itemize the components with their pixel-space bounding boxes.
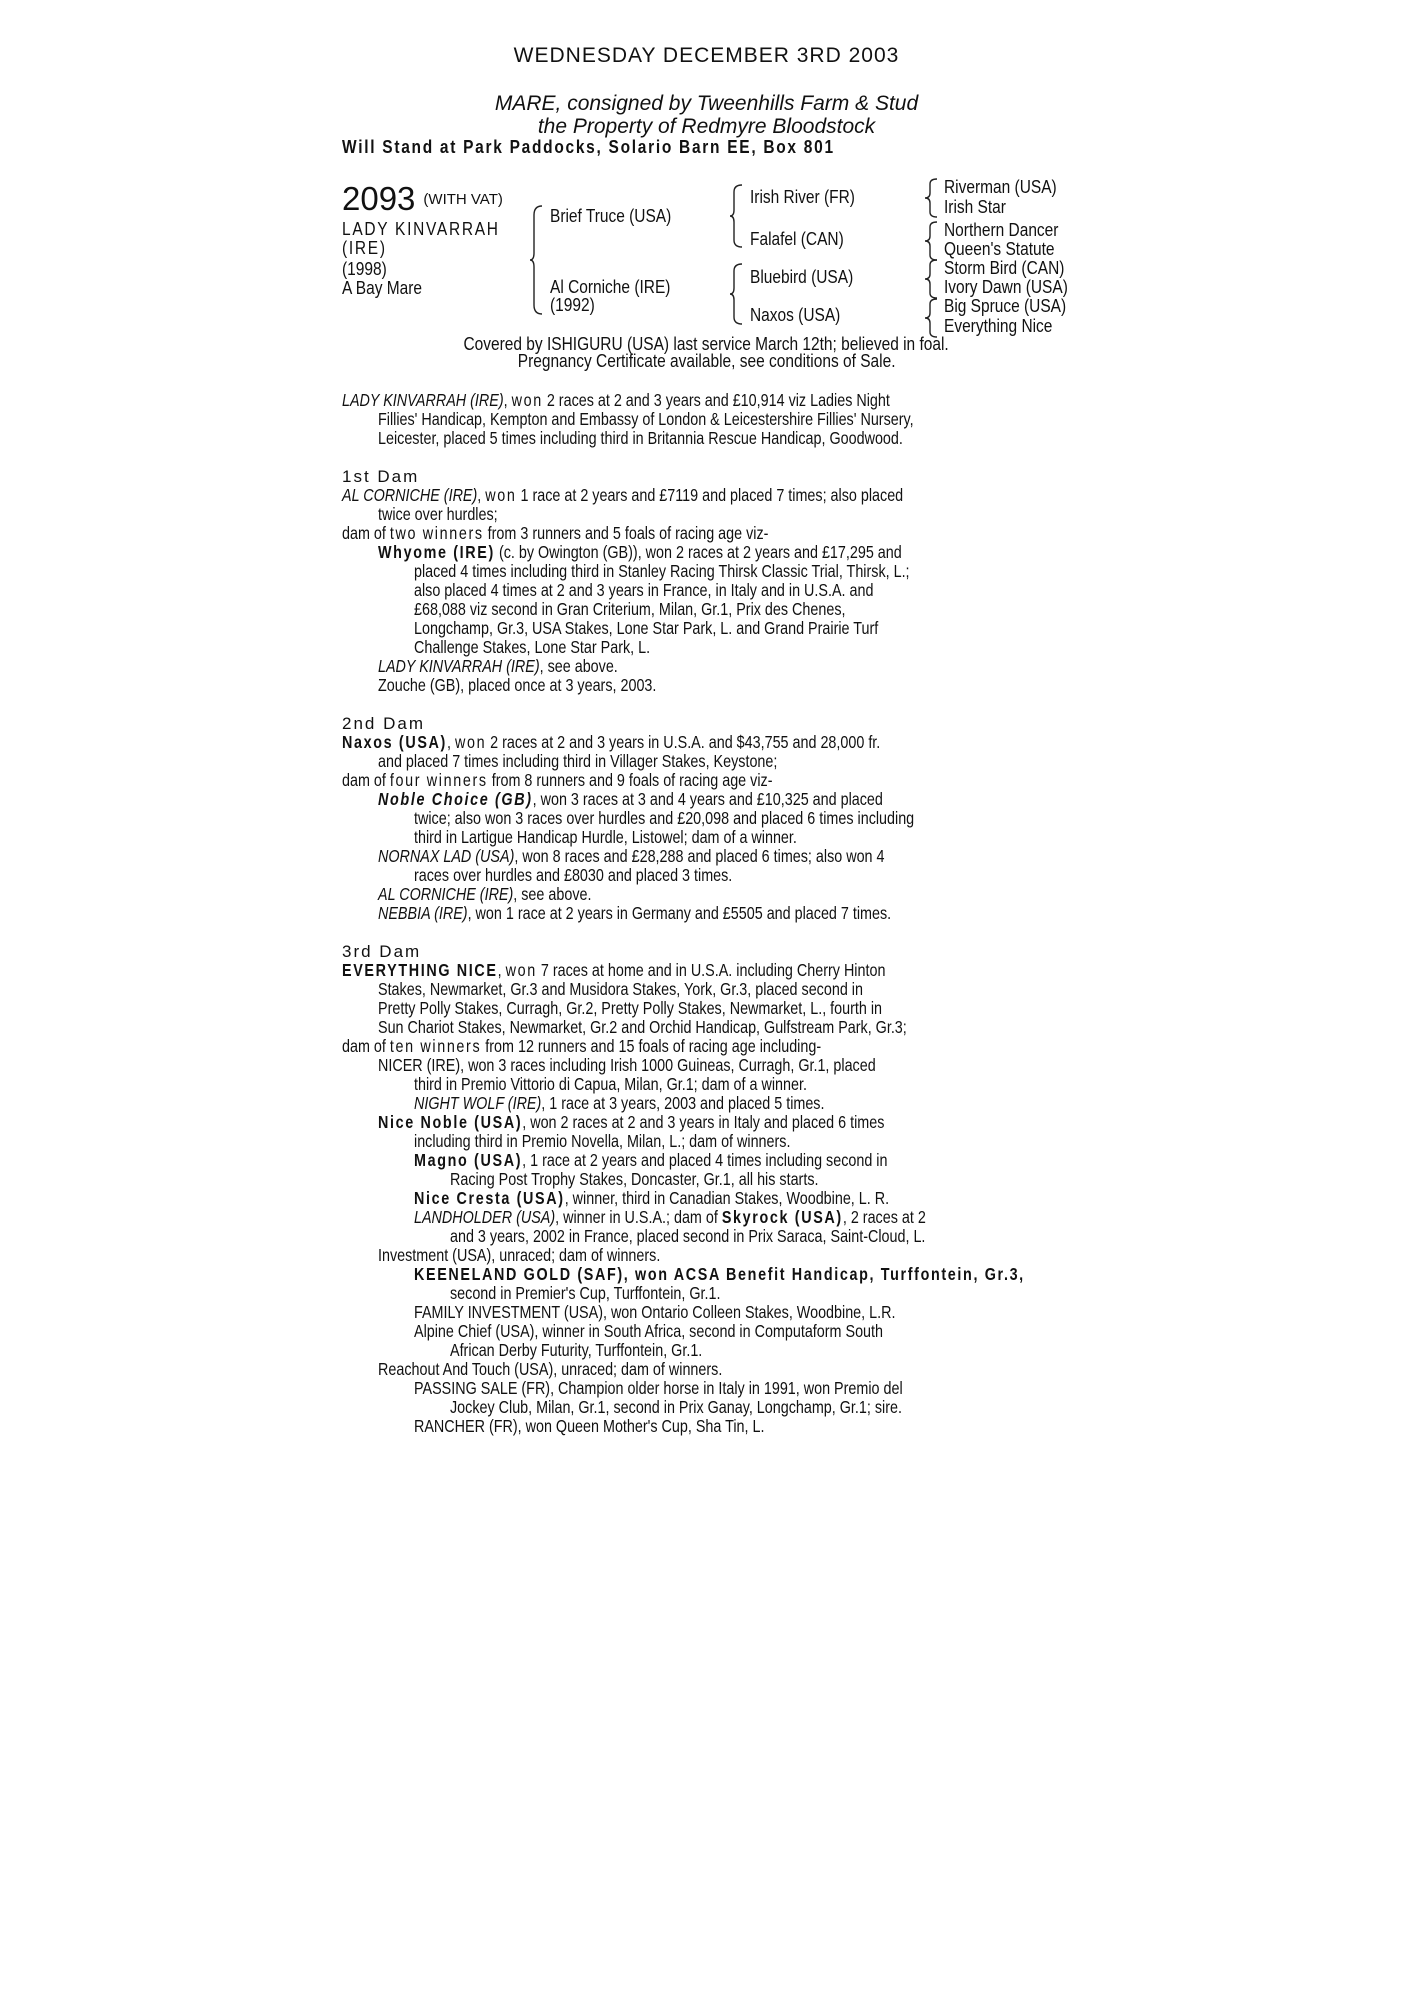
brace-shape [530, 205, 544, 315]
produce-line [378, 657, 618, 676]
second-dam-line: and placed 7 times including third in Villager Stakes, Keystone; [378, 751, 778, 771]
produce-name: LADY KINVARRAH (IRE) [378, 656, 540, 676]
first-dam-produce [342, 524, 768, 543]
pedigree-g6: Ivory Dawn (USA) [944, 277, 1068, 297]
dam-name: AL CORNICHE (IRE) [342, 485, 478, 505]
produce-line: Racing Post Trophy Stakes, Doncaster, Gr.1, all his starts. [450, 1169, 819, 1189]
vat-note: (WITH VAT) [423, 191, 503, 208]
won-word: won [505, 960, 537, 980]
produce-line [378, 847, 885, 866]
third-dam-line: EVERYTHING NICE, won 7 races at home and in U.S.A. including Cherry Hinton [342, 960, 886, 980]
horse-name-line2: (IRE) [342, 238, 387, 258]
brace-shape [925, 259, 939, 299]
pedigree-g1: Riverman (USA) [944, 177, 1057, 197]
horse-ref: LADY KINVARRAH (IRE) [342, 390, 504, 410]
produce-text: from 3 runners and 5 foals of racing age viz- [483, 523, 769, 543]
pedigree-g3: Northern Dancer [944, 220, 1059, 240]
sale-date: WEDNESDAY DECEMBER 3RD 2003 [513, 44, 900, 67]
produce-text: , won 3 races at 3 and 4 years and £10,325 and placed [532, 789, 883, 809]
winners-count: ten winners [389, 1036, 482, 1056]
lot-number-block [342, 180, 503, 218]
winners-count: four winners [389, 770, 488, 790]
third-dam-line: Sun Chariot Stakes, Newmarket, Gr.2 and Orchid Handicap, Gulfstream Park, Gr.3; [378, 1017, 907, 1037]
produce-line: Challenge Stakes, Lone Star Park, L. [414, 637, 651, 657]
produce-name: Nice Cresta (USA) [414, 1188, 565, 1208]
produce-line: Jockey Club, Milan, Gr.1, second in Prix Ganay, Longchamp, Gr.1; sire. [450, 1397, 902, 1417]
brace-shape [925, 298, 939, 338]
produce-line: Reachout And Touch (USA), unraced; dam of winners. [378, 1359, 723, 1379]
pedigree-dam-sire: Bluebird (USA) [750, 267, 854, 287]
first-dam-line: twice over hurdles; [378, 504, 498, 524]
winners-count: two winners [389, 523, 484, 543]
produce-line [414, 1094, 824, 1113]
produce-text: , won 8 races and £28,288 and placed 6 times; also won 4 [514, 846, 885, 866]
pedigree-g4: Queen's Statute [944, 239, 1055, 259]
produce-line: twice; also won 3 races over hurdles and £20,098 and placed 6 times including [414, 808, 915, 828]
third-dam-line: Pretty Polly Stakes, Curragh, Gr.2, Pretty Polly Stakes, Newmarket, L., fourth in [378, 998, 883, 1018]
consignment-line: MARE, consigned by Tweenhills Farm & Stud [494, 92, 919, 115]
produce-line: including third in Premio Novella, Milan, L.; dam of winners. [414, 1131, 791, 1151]
second-dam-produce [342, 771, 772, 790]
brace-shape [925, 178, 939, 218]
dam-name: EVERYTHING NICE [342, 960, 498, 980]
produce-line: and 3 years, 2002 in France, placed second in Prix Saraca, Saint-Cloud, L. [450, 1226, 926, 1246]
dam-of: dam of [342, 1036, 390, 1056]
produce-name: NIGHT WOLF (IRE) [414, 1093, 542, 1113]
foaling-year: (1998) [342, 259, 387, 279]
dam-name: Naxos (USA) [342, 732, 447, 752]
produce-line [414, 1151, 887, 1170]
produce-line [378, 543, 902, 562]
produce-text: from 12 runners and 15 foals of racing age including- [481, 1036, 822, 1056]
produce-line: RANCHER (FR), won Queen Mother's Cup, Sha Tin, L. [414, 1416, 765, 1436]
pedigree-g8: Everything Nice [944, 316, 1053, 336]
produce-text: (c. by Owington (GB)), won 2 races at 2 years and £17,295 and [494, 542, 902, 562]
produce-name: AL CORNICHE (IRE) [378, 884, 514, 904]
pregnancy-text: Pregnancy Certificate available, see conditions of Sale. [517, 351, 896, 371]
pedigree-g5: Storm Bird (CAN) [944, 258, 1065, 278]
produce-line: Zouche (GB), placed once at 3 years, 2003. [378, 675, 657, 695]
stand-location: Will Stand at Park Paddocks, Solario Barn EE, Box 801 [342, 137, 835, 157]
produce-line: third in Premio Vittorio di Capua, Milan, Gr.1; dam of a winner. [414, 1074, 807, 1094]
dam-of: dam of [342, 523, 390, 543]
first-dam-line: AL CORNICHE (IRE), won 1 race at 2 years and £7119 and placed 7 times; also placed [342, 485, 904, 505]
brace-shape [730, 263, 744, 325]
horse-description: A Bay Mare [342, 278, 423, 298]
won-word: won [511, 390, 543, 410]
pedigree-dam: Al Corniche (IRE) [550, 277, 671, 297]
won-word: won [454, 732, 487, 752]
produce-line: also placed 4 times at 2 and 3 years in France, in Italy and in U.S.A. and [414, 580, 874, 600]
pedigree-sire-sire: Irish River (FR) [750, 187, 855, 207]
produce-line: African Derby Futurity, Turffontein, Gr.1. [450, 1340, 703, 1360]
produce-line: KEENELAND GOLD (SAF), won ACSA Benefit Handicap, Turffontein, Gr.3, [414, 1264, 1025, 1284]
dam-text: 2 races at 2 and 3 years in U.S.A. and $43,755 and 28,000 fr. [486, 732, 881, 752]
produce-text: , winner in U.S.A.; dam of [555, 1207, 722, 1227]
intro-text: 2 races at 2 and 3 years and £10,914 viz Ladies Night [542, 390, 890, 410]
pedigree-brace-dam [730, 263, 744, 330]
produce-text: , see above. [539, 656, 618, 676]
intro-line: Fillies' Handicap, Kempton and Embassy of London & Leicestershire Fillies' Nursery, [378, 409, 914, 429]
produce-line: races over hurdles and £8030 and placed 3 times. [414, 865, 733, 885]
produce-name: NORNAX LAD (USA) [378, 846, 515, 866]
third-dam-produce [342, 1037, 821, 1056]
pregnancy-line [0, 351, 1413, 372]
covered-text: Covered by ISHIGURU (USA) last service March 12th; believed in foal. [463, 334, 950, 354]
pedigree-sire-dam: Falafel (CAN) [750, 229, 844, 249]
produce-line [378, 790, 883, 809]
produce-text: , 2 races at 2 [842, 1207, 926, 1227]
pedigree-g2: Irish Star [944, 197, 1006, 217]
produce-line: PASSING SALE (FR), Champion older horse in Italy in 1991, won Premio del [414, 1378, 903, 1398]
produce-text: , 1 race at 2 years and placed 4 times including second in [522, 1150, 888, 1170]
produce-text: , won 2 races at 2 and 3 years in Italy and placed 6 times [522, 1112, 885, 1132]
produce-line [378, 1113, 884, 1132]
produce-line: placed 4 times including third in Stanley Racing Thirsk Classic Trial, Thirsk, L.; [414, 561, 910, 581]
produce-line [414, 1189, 889, 1208]
produce-line: second in Premier's Cup, Turffontein, Gr.1. [450, 1283, 721, 1303]
intro-line: LADY KINVARRAH (IRE), won 2 races at 2 and 3 years and £10,914 viz Ladies Night [342, 390, 890, 410]
property-line: the Property of Redmyre Bloodstock [537, 115, 876, 138]
pedigree-brace-sire [730, 184, 744, 253]
produce-name: Noble Choice (GB) [378, 789, 533, 809]
dam-text: 1 race at 2 years and £7119 and placed 7 times; also placed [516, 485, 904, 505]
second-dam-line: Naxos (USA), won 2 races at 2 and 3 years in U.S.A. and $43,755 and 28,000 fr. [342, 732, 881, 752]
produce-line: third in Lartigue Handicap Hurdle, Listowel; dam of a winner. [414, 827, 797, 847]
horse-name [342, 220, 500, 258]
produce-text: , 1 race at 3 years, 2003 and placed 5 times. [541, 1093, 825, 1113]
produce-name: Magno (USA) [414, 1150, 523, 1170]
produce-text: , winner, third in Canadian Stakes, Woodbine, L. R. [564, 1188, 890, 1208]
pedigree-g7: Big Spruce (USA) [944, 296, 1067, 316]
lot-number: 2093 [342, 180, 416, 217]
pedigree-brace-g1 [925, 178, 939, 223]
brace-shape [730, 184, 744, 248]
pedigree-brace-main [530, 205, 540, 315]
intro-line: Leicester, placed 5 times including third in Britannia Rescue Handicap, Goodwood. [378, 428, 903, 448]
pedigree-dam-dam: Naxos (USA) [750, 305, 841, 325]
produce-line: Alpine Chief (USA), winner in South Africa, second in Computaform South [414, 1321, 884, 1341]
third-dam-line: Stakes, Newmarket, Gr.3 and Musidora Stakes, York, Gr.3, placed second in [378, 979, 863, 999]
produce-name: NEBBIA (IRE) [378, 903, 468, 923]
produce-line: £68,088 viz second in Gran Criterium, Milan, Gr.1, Prix des Chenes, [414, 599, 846, 619]
first-dam-heading: 1st Dam [342, 467, 420, 486]
produce-line: Investment (USA), unraced; dam of winners. [378, 1245, 661, 1265]
produce-name: Whyome (IRE) [378, 542, 495, 562]
produce-line: Longchamp, Gr.3, USA Stakes, Lone Star Park, L. and Grand Prairie Turf [414, 618, 879, 638]
third-dam-heading: 3rd Dam [342, 942, 422, 961]
produce-name: LANDHOLDER (USA) [414, 1207, 556, 1227]
produce-line [378, 885, 591, 904]
produce-text: from 8 runners and 9 foals of racing age viz- [487, 770, 773, 790]
produce-line [414, 1208, 926, 1227]
pedigree-dam-year: (1992) [550, 295, 595, 315]
second-dam-heading: 2nd Dam [342, 714, 425, 733]
dam-text: 7 races at home and in U.S.A. including Cherry Hinton [536, 960, 886, 980]
pedigree-sire: Brief Truce (USA) [550, 206, 672, 226]
horse-name-line1: LADY KINVARRAH [342, 219, 500, 239]
produce-text: , see above. [513, 884, 592, 904]
produce-text: , won 1 race at 2 years in Germany and £5505 and placed 7 times. [467, 903, 892, 923]
produce-line: FAMILY INVESTMENT (USA), won Ontario Colleen Stakes, Woodbine, L.R. [414, 1302, 896, 1322]
dam-of: dam of [342, 770, 390, 790]
brace-shape [925, 221, 939, 261]
produce-line [378, 904, 891, 923]
produce-line: NICER (IRE), won 3 races including Irish 1000 Guineas, Curragh, Gr.1, placed [378, 1055, 876, 1075]
produce-name: Nice Noble (USA) [378, 1112, 523, 1132]
won-word: won [485, 485, 517, 505]
produce-name: Skyrock (USA) [721, 1207, 843, 1227]
